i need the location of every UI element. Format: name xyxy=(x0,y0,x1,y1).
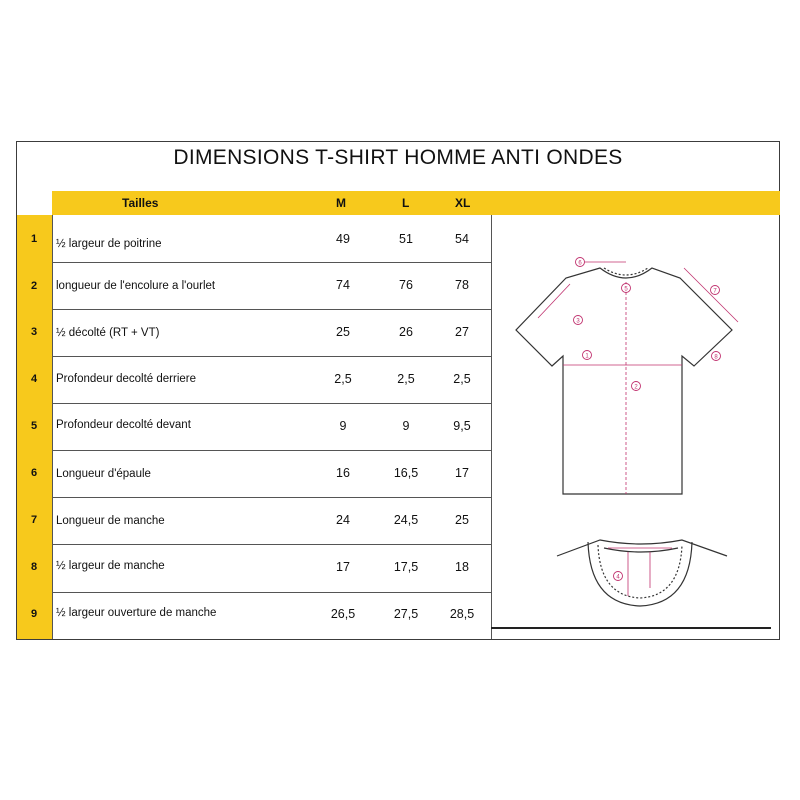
cell-m: 9 xyxy=(339,419,347,433)
measure-lines xyxy=(538,262,738,494)
marker-7-text: 7 xyxy=(713,288,717,295)
row-label: Longueur de manche xyxy=(56,515,165,527)
cell-xl: 78 xyxy=(455,278,469,292)
header-size-m: M xyxy=(336,196,346,210)
cell-l: 51 xyxy=(399,232,413,246)
collar-detail xyxy=(557,540,727,606)
header-sizes-label: Tailles xyxy=(122,196,159,210)
cell-xl: 18 xyxy=(455,560,469,574)
cell-l: 2,5 xyxy=(397,372,415,386)
row-number: 6 xyxy=(30,467,38,479)
cell-l: 17,5 xyxy=(393,560,419,574)
header-size-xl: XL xyxy=(455,196,471,210)
cell-xl: 54 xyxy=(455,232,469,246)
row-number: 2 xyxy=(30,280,38,292)
row-divider xyxy=(52,403,491,404)
row-number: 8 xyxy=(30,561,38,573)
row-divider xyxy=(52,309,491,310)
diagram-markers xyxy=(574,258,721,581)
cell-l: 76 xyxy=(399,278,413,292)
cell-m: 26,5 xyxy=(330,607,356,621)
row-label: ½ décolté (RT + VT) xyxy=(56,327,160,339)
cell-xl: 17 xyxy=(455,466,469,480)
row-label: longueur de l'encolure a l'ourlet xyxy=(56,280,216,292)
row-label: Longueur d'épaule xyxy=(56,468,151,480)
header-band xyxy=(52,191,780,215)
row-number: 1 xyxy=(30,233,38,245)
cell-xl: 28,5 xyxy=(449,607,475,621)
cell-l: 16,5 xyxy=(393,466,419,480)
cell-xl: 27 xyxy=(455,325,469,339)
cell-m: 2,5 xyxy=(334,372,352,386)
marker-6-text: 6 xyxy=(578,260,582,267)
marker-4-text: 4 xyxy=(616,574,620,581)
tshirt-outline xyxy=(516,268,732,494)
table-right-border xyxy=(491,215,492,639)
cell-l: 24,5 xyxy=(393,513,419,527)
row-label: Profondeur decolté devant xyxy=(56,419,191,431)
table-bottom-rule xyxy=(491,627,771,629)
row-number: 5 xyxy=(30,420,38,432)
page-title: DIMENSIONS T-SHIRT HOMME ANTI ONDES xyxy=(173,146,623,169)
row-number: 3 xyxy=(30,326,38,338)
row-divider xyxy=(52,450,491,451)
marker-3-text: 3 xyxy=(576,318,580,325)
cell-xl: 2,5 xyxy=(453,372,471,386)
marker-1-text: 1 xyxy=(585,353,589,360)
table-left-border xyxy=(52,215,53,639)
cell-m: 24 xyxy=(336,513,350,527)
cell-m: 49 xyxy=(336,232,350,246)
row-divider xyxy=(52,262,491,263)
marker-5-text: 5 xyxy=(624,286,628,293)
tshirt-diagram xyxy=(494,240,780,620)
cell-l: 9 xyxy=(402,419,410,433)
row-divider xyxy=(52,497,491,498)
marker-2-text: 2 xyxy=(634,384,638,391)
row-number: 4 xyxy=(30,373,38,385)
row-divider xyxy=(52,356,491,357)
cell-m: 25 xyxy=(336,325,350,339)
marker-8-text: 8 xyxy=(714,354,718,361)
cell-m: 74 xyxy=(336,278,350,292)
cell-m: 17 xyxy=(336,560,350,574)
cell-xl: 9,5 xyxy=(453,419,471,433)
header-size-l: L xyxy=(402,196,410,210)
row-divider xyxy=(52,544,491,545)
cell-l: 27,5 xyxy=(393,607,419,621)
cell-xl: 25 xyxy=(455,513,469,527)
row-number: 7 xyxy=(30,514,38,526)
row-label: ½ largeur de manche xyxy=(56,560,165,572)
row-number: 9 xyxy=(30,608,38,620)
row-label: ½ largeur ouverture de manche xyxy=(56,607,217,619)
cell-l: 26 xyxy=(399,325,413,339)
cell-m: 16 xyxy=(336,466,350,480)
row-label: Profondeur decolté derriere xyxy=(56,373,196,385)
row-divider xyxy=(52,592,491,593)
row-label: ½ largeur de poitrine xyxy=(56,238,162,250)
